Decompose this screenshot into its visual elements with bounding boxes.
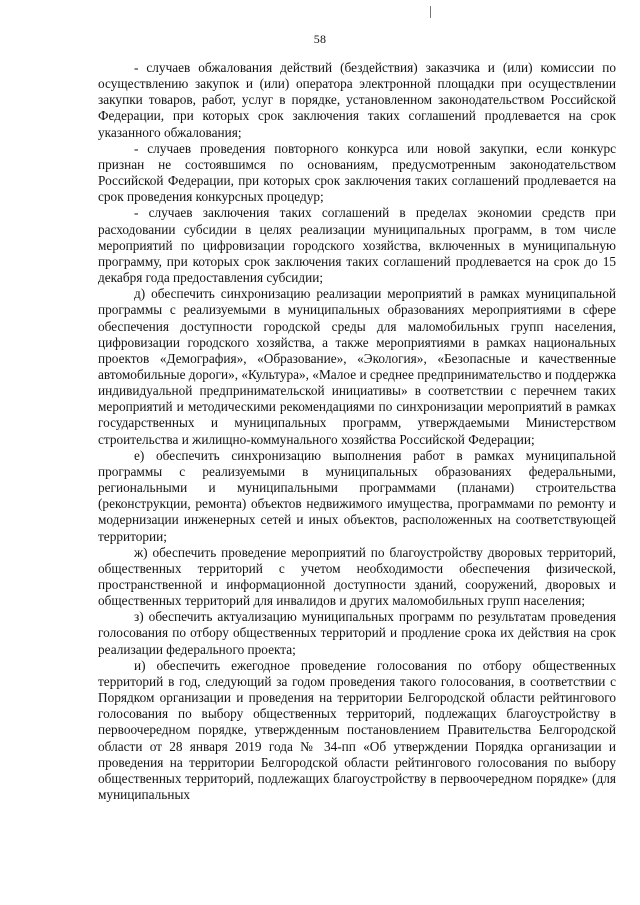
- paragraph-item-z: з) обеспечить актуализацию муниципальных программ по результатам проведения голосования по отбору общественных территорий и продление срока их действия на срок реализации федерального проекта;: [98, 609, 616, 657]
- page-number: 58: [313, 32, 327, 46]
- paragraph-repeat-tender-case: - случаев проведения повторного конкурса или новой закупки, если конкурс признан не состоявшимся по основаниям, предусмотренным законодательством Российской Федерации, при которых срок заключения таких соглашений продлевается на срок проведения конкурсных процедур;: [98, 140, 616, 205]
- paragraph-appeal-case: - случаев обжалования действий (бездействия) заказчика и (или) комиссии по осуществлению закупок и (или) оператора электронной площадки при осуществлении закупки товаров, работ, услуг в порядке, установленном законодательством Российской Федерации, при которых срок заключения таких соглашений продлевается на срок указанного обжалования;: [98, 60, 616, 140]
- paragraph-item-i: и) обеспечить ежегодное проведение голосования по отбору общественных территорий в год, следующий за годом проведения такого голосования, в соответствии с Порядком организации и проведения на территории Белгородской области рейтингового голосования по выбору общественных территорий, подлежащих благоустройству в первоочередном порядке, утвержденным постановлением Правительства Белгородской области от 28 января 2019 года № 34-пп «Об утверждении Порядка организации и проведения на территории Белгородской области рейтингового голосования по выбору общественных территорий, подлежащих благоустройству в первоочередном порядке» (для муниципальных: [98, 657, 616, 803]
- document-body: [98, 60, 616, 803]
- paragraph-item-e: е) обеспечить синхронизацию выполнения работ в рамках муниципальной программы с реализуемыми в муниципальных образованиях федеральными, региональными и муниципальными программами (планами) строительства (реконструкции, ремонта) объектов недвижимого имущества, программами по ремонту и модернизации инженерных сетей и иных объектов, расположенных на соответствующей территории;: [98, 447, 616, 544]
- paragraph-item-zh: ж) обеспечить проведение мероприятий по благоустройству дворовых территорий, общественных территорий с учетом необходимости обеспечения физической, пространственной и информационной доступности зданий, сооружений, дворовых и общественных территорий для инвалидов и других маломобильных групп населения;: [98, 544, 616, 609]
- paragraph-savings-case: - случаев заключения таких соглашений в пределах экономии средств при расходовании субсидии в целях реализации муниципальных программ, в том числе мероприятий по цифровизации городского хозяйства, включенных в муниципальную программу, при которых срок заключения таких соглашений продлевается на срок до 15 декабря года предоставления субсидии;: [98, 205, 616, 286]
- scan-mark: [430, 6, 431, 18]
- paragraph-item-d: д) обеспечить синхронизацию реализации мероприятий в рамках муниципальной программы с реализуемыми в муниципальных образованиях мероприятиями в сфере обеспечения доступности городской среды для маломобильных групп населения, цифровизации городского хозяйства, а также мероприятиями в рамках национальных проектов «Демография», «Образование», «Экология», «Безопасные и качественные автомобильные дороги», «Культура», «Малое и среднее предпринимательство и поддержка индивидуальной предпринимательской инициативы» в соответствии с перечнем таких мероприятий и методическими рекомендациями по синхронизации мероприятий в рамках государственных и муниципальных программ, утверждаемыми Министерством строительства и жилищно-коммунального хозяйства Российской Федерации;: [98, 286, 616, 447]
